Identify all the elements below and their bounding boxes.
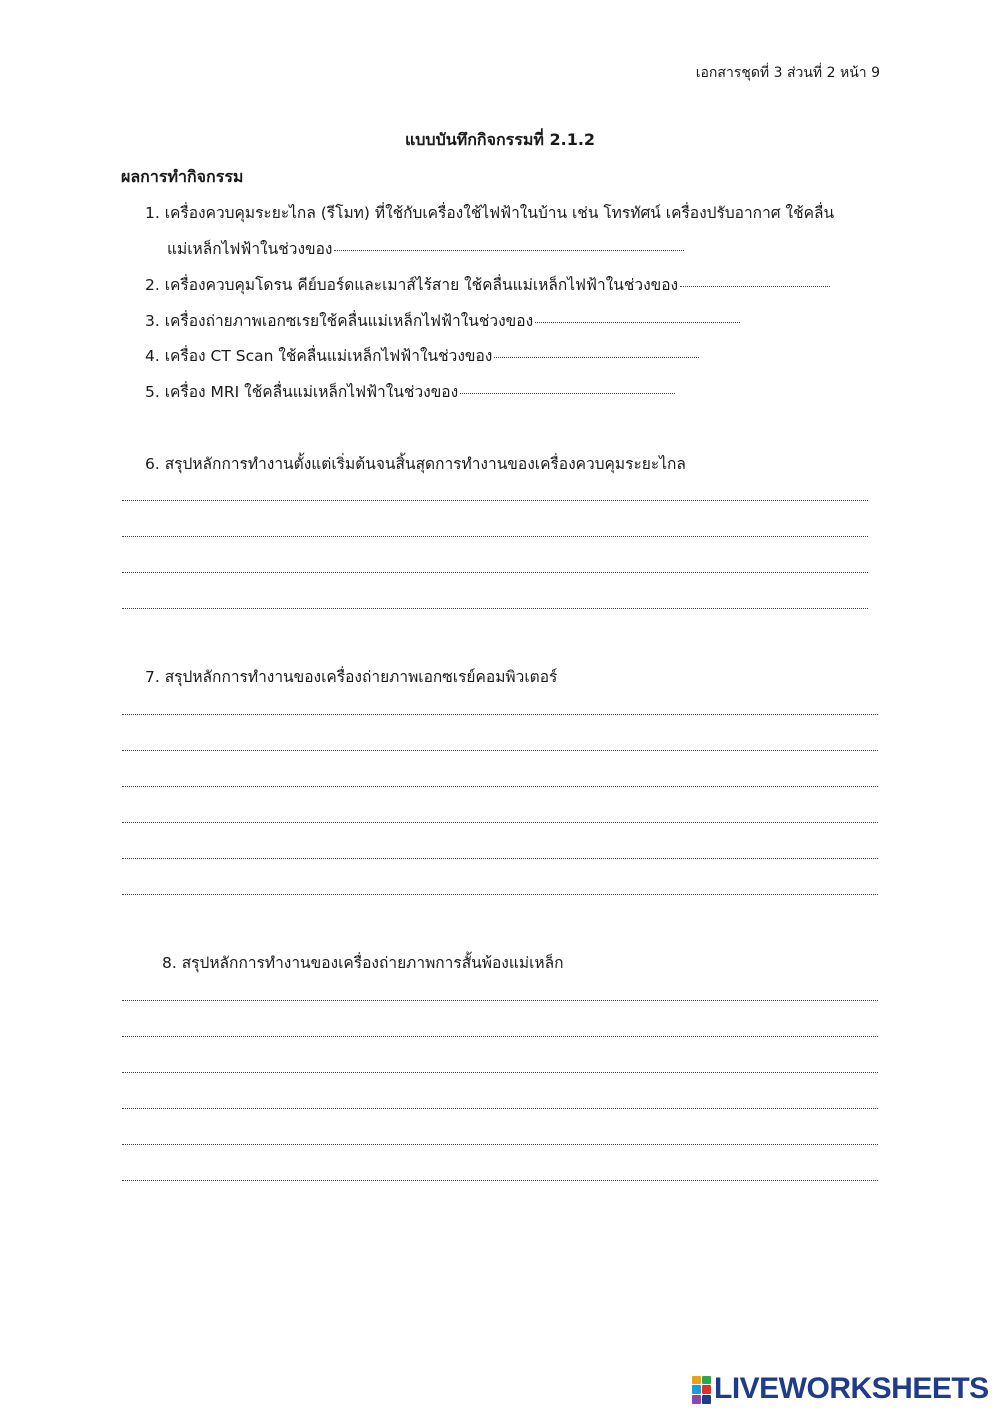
question-7-answer-line-3[interactable] (122, 786, 878, 787)
liveworksheets-logo-text: LIVEWORKSHEETS (714, 1372, 989, 1405)
question-2-prompt: 2. เครื่องควบคุมโดรน คีย์บอร์ดและเมาส์ไร้สาย ใช้คลื่นแม่เหล็กไฟฟ้าในช่วงของ (145, 276, 679, 294)
question-1-answer-blank[interactable] (334, 250, 684, 251)
question-8-answer-line-2[interactable] (122, 1036, 878, 1037)
question-7-answer-line-6[interactable] (122, 894, 878, 895)
question-6-answer-line-1[interactable] (122, 500, 868, 501)
section-heading: ผลการทำกิจกรรม (121, 167, 244, 186)
question-3 (145, 308, 740, 333)
question-1-line-2 (167, 236, 684, 261)
question-4-answer-blank[interactable] (494, 357, 699, 358)
question-2-answer-blank[interactable] (680, 286, 830, 287)
question-6-answer-line-4[interactable] (122, 608, 868, 609)
question-6-answer-line-3[interactable] (122, 572, 868, 573)
question-4-prompt: 4. เครื่อง CT Scan ใช้คลื่นแม่เหล็กไฟฟ้าในช่วงของ (145, 347, 493, 365)
question-3-prompt: 3. เครื่องถ่ายภาพเอกซเรยใช้คลื่นแม่เหล็กไฟฟ้าในช่วงของ (145, 312, 534, 330)
question-8-prompt: 8. สรุปหลักการทำงานของเครื่องถ่ายภาพการสั้นพ้องแม่เหล็ก (162, 954, 564, 972)
question-5-answer-blank[interactable] (460, 393, 675, 394)
question-7-answer-line-2[interactable] (122, 750, 878, 751)
question-4 (145, 343, 699, 368)
question-8-answer-line-4[interactable] (122, 1108, 878, 1109)
question-7-prompt: 7. สรุปหลักการทำงานของเครื่องถ่ายภาพเอกซเรย์คอมพิวเตอร์ (145, 668, 558, 686)
question-7-answer-line-1[interactable] (122, 714, 878, 715)
question-2 (145, 272, 830, 297)
question-8-answer-line-5[interactable] (122, 1144, 878, 1145)
question-1-line-1: 1. เครื่องควบคุมระยะไกล (รีโมท) ที่ใช้กับเครื่องใช้ไฟฟ้าในบ้าน เช่น โทรทัศน์ เครื่องปรับอากาศ ใช้คลื่น (145, 204, 835, 222)
worksheet-title: แบบบันทึกกิจกรรมที่ 2.1.2 (404, 130, 596, 149)
liveworksheets-logo-icon (692, 1376, 710, 1402)
question-1-prompt: แม่เหล็กไฟฟ้าในช่วงของ (167, 240, 333, 258)
question-8-answer-line-1[interactable] (122, 1000, 878, 1001)
question-8-answer-line-3[interactable] (122, 1072, 878, 1073)
question-5-prompt: 5. เครื่อง MRI ใช้คลื่นแม่เหล็กไฟฟ้าในช่วงของ (145, 383, 459, 401)
question-5 (145, 379, 675, 404)
question-8-answer-line-6[interactable] (122, 1180, 878, 1181)
question-6-answer-line-2[interactable] (122, 536, 868, 537)
question-7-answer-line-4[interactable] (122, 822, 878, 823)
question-3-answer-blank[interactable] (535, 322, 740, 323)
question-6-prompt: 6. สรุปหลักการทำงานตั้งแต่เริ่มต้นจนสิ้นสุดการทำงานของเครื่องควบคุมระยะไกล (145, 455, 686, 473)
question-7-answer-line-5[interactable] (122, 858, 878, 859)
liveworksheets-logo (692, 1372, 989, 1406)
document-reference: เอกสารชุดที่ 3 ส่วนที่ 2 หน้า 9 (695, 65, 880, 81)
